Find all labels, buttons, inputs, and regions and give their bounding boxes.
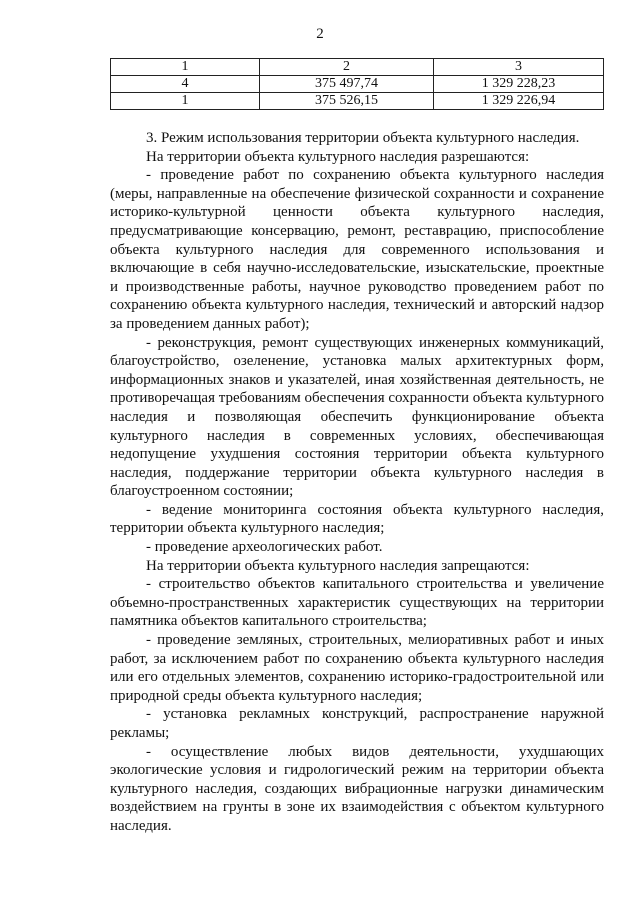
coordinates-table: [110, 58, 604, 110]
paragraph: На территории объекта культурного наследия разрешаются:: [146, 148, 530, 165]
section-heading: 3. Режим использования территории объекта культурного наследия.: [146, 130, 580, 146]
table-cell: 375 497,74: [260, 76, 434, 93]
table-cell: 2: [260, 59, 434, 76]
list-item: - проведение работ по сохранению объекта культурного наследия (меры, направленные на обеспечение физической сохранности и сохранение историко-культурной ценности объекта культурного наследия, предусматривающие консервацию, ремонт, реставрацию, приспособление объекта культурного наследия для современного использования и включающие в себя научно-исследовательские, изыскательские, проектные и производственные работы, научное руководство проведением работ по сохранению объекта культурного наследия, технический и авторский надзор за проведением данных работ);: [110, 167, 604, 332]
list-item: - проведение археологических работ.: [146, 539, 383, 556]
table-cell: 1 329 228,23: [434, 76, 604, 93]
page-number: 2: [316, 26, 324, 42]
list-item: - проведение земляных, строительных, мелиоративных работ и иных работ, за исключением работ по сохранению объекта культурного наследия или его отдельных элементов, сохранению историко-градостроительной или природной среды объекта культурного наследия;: [110, 632, 604, 704]
list-item: - ведение мониторинга состояния объекта культурного наследия, территории объекта культурного наследия;: [110, 501, 604, 537]
table-cell: 1: [111, 59, 260, 76]
table-cell: 3: [434, 59, 604, 76]
list-item: - реконструкция, ремонт существующих инженерных коммуникаций, благоустройство, озеленение, установка малых архитектурных форм, информационных знаков и указателей, иная хозяйственная деятельность, не противоречащая требованиям обеспечения сохранности объекта культурного наследия и позволяющая обеспечить функционирование объекта культурного наследия в современных условиях, обеспечивающая недопущение ухудшения состояния территории объекта культурного наследия, поддержание территории объекта культурного наследия в благоустроенном состоянии;: [110, 334, 604, 500]
table-cell: 1: [111, 93, 260, 110]
paragraph: На территории объекта культурного наследия запрещаются:: [146, 557, 530, 574]
table-cell: 1 329 226,94: [434, 93, 604, 110]
list-item: - строительство объектов капитального строительства и увеличение объемно-пространственных характеристик существующих на территории памятника объектов капитального строительства;: [110, 576, 604, 630]
table-cell: 4: [111, 76, 260, 93]
list-item: - осуществление любых видов деятельности, ухудшающих экологические условия и гидрологический режим на территории объекта культурного наследия, создающих вибрационные нагрузки динамическим воздействием на грунты в зоне их взаимодействия с объектом культурного наследия.: [110, 743, 604, 834]
table-row: [111, 93, 604, 110]
table-row: [111, 76, 604, 93]
list-item: - установка рекламных конструкций, распространение наружной рекламы;: [110, 706, 604, 741]
table-header-row: [111, 59, 604, 76]
table-cell: 375 526,15: [260, 93, 434, 110]
document-body: [110, 129, 604, 836]
